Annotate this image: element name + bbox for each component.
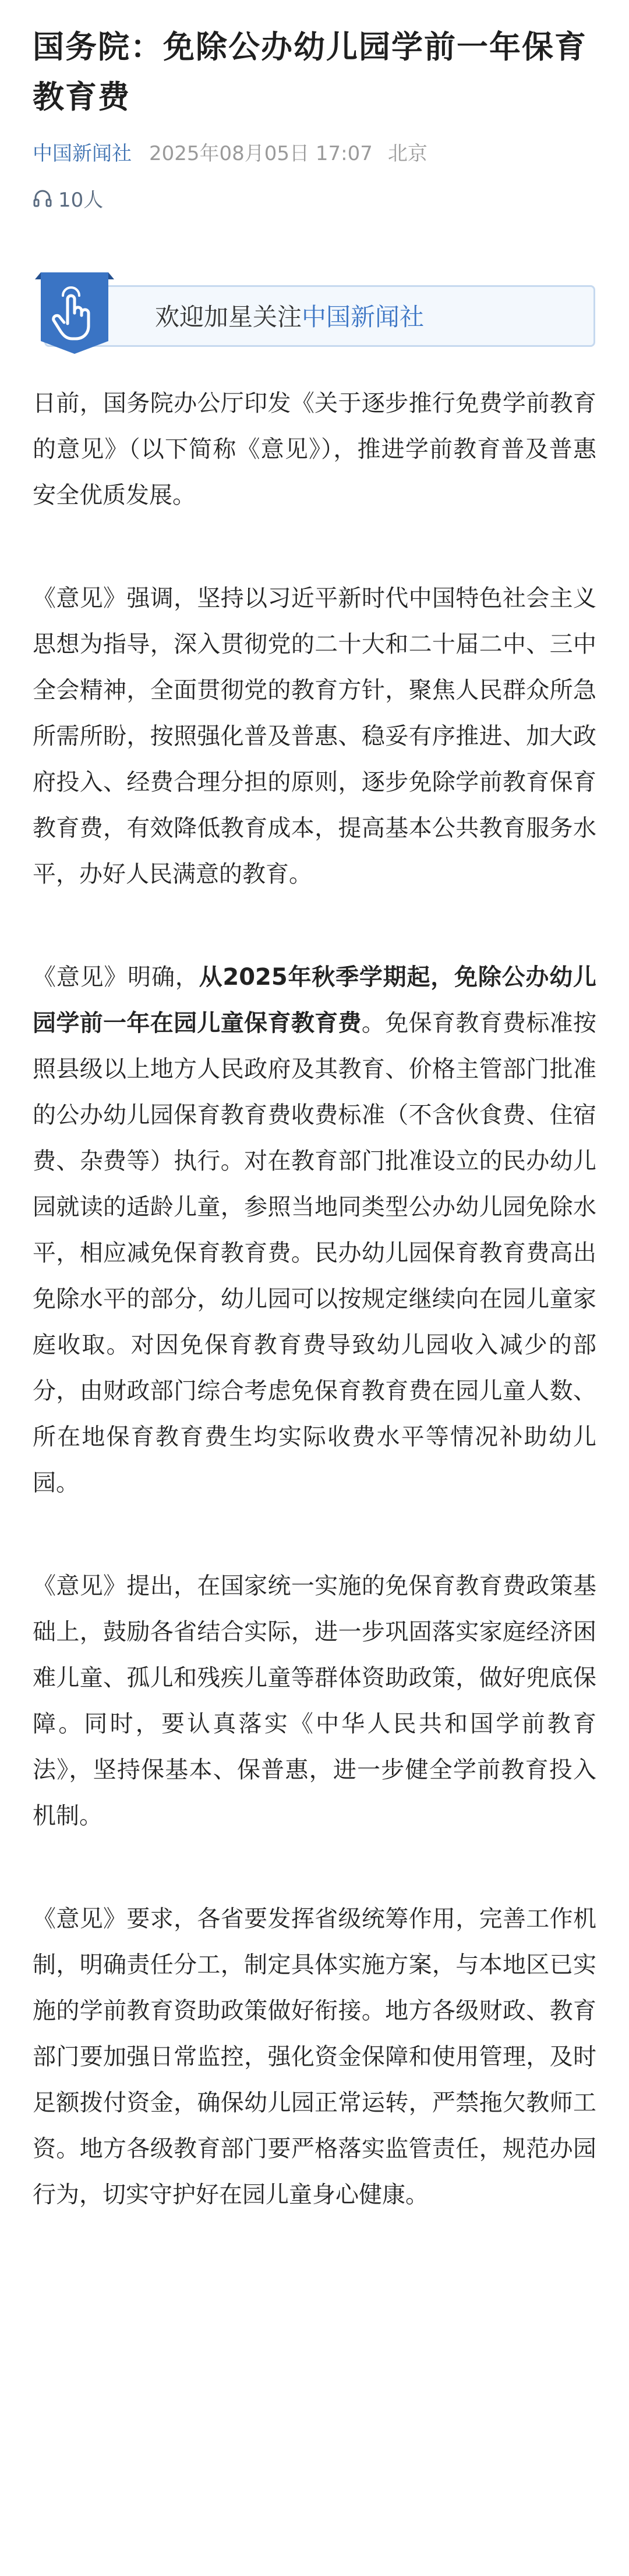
article-title: 国务院：免除公办幼儿园学前一年保育教育费 xyxy=(33,29,587,115)
paragraph-3-rest: 。免保育教育费标准按照县级以上地方人民政府及其教育、价格主管部门批准的公办幼儿园保育教育费收费标准（不含伙食费、住宿费、杂费等）执行。对在教育部门批准设立的民办幼儿园就读的适龄儿童，参照当地同类型公办幼儿园免除水平，相应减免保育教育费。民办幼儿园保育教育费高出免除水平的部分，幼儿园可以按规定继续向在园儿童家庭收取。对因免保育教育费导致幼儿园收入减少的部分，由财政部门综合考虑免保育教育费在园儿童人数、所在地保育教育费生均实际收费水平等情况补助幼儿园。 xyxy=(33,1010,597,1496)
paragraph-5: 《意见》要求，各省要发挥省级统筹作用，完善工作机制，明确责任分工，制定具体实施方案，与本地区已实施的学前教育资助政策做好衔接。地方各级财政、教育部门要加强日常监控，强化资金保障和使用管理，及时足额拨付资金，确保幼儿园正常运转，严禁拖欠教师工资。地方各级教育部门要严格落实监管责任，规范办园行为，切实守护好在园儿童身心健康。 xyxy=(33,1906,596,2208)
paragraph-2: 《意见》强调，坚持以习近平新时代中国特色社会主义思想为指导，深入贯彻党的二十大和二十届二中、三中全会精神，全面贯彻党的教育方针，聚焦人民群众所急所需所盼，按照强化普及普惠、稳妥有序推进、加大政府投入、经费合理分担的原则，逐步免除学前教育保育教育费，有效降低教育成本，提高基本公共教育服务水平，办好人民满意的教育。 xyxy=(33,585,596,888)
paragraph-3-lead: 《意见》明确， xyxy=(33,964,199,991)
paragraph-3 xyxy=(33,955,596,1506)
paragraph-3-highlight: 从2025年秋季学期起，免除公办幼儿园学前一年在园儿童保育教育费 xyxy=(33,964,597,1037)
publish-date: 2025年08月05日 17:07 xyxy=(149,141,373,165)
headphones-icon xyxy=(33,188,52,208)
article-body xyxy=(33,381,596,2275)
source-link[interactable]: 中国新闻社 xyxy=(33,141,132,165)
paragraph-4: 《意见》提出，在国家统一实施的免保育教育费政策基础上，鼓励各省结合实际，进一步巩固落实家庭经济困难儿童、孤儿和残疾儿童等群体资助政策，做好兜底保障。同时，要认真落实《中华人民共和国学前教育法》，坚持保基本、保普惠，进一步健全学前教育投入机制。 xyxy=(33,1573,596,1829)
follow-banner-text xyxy=(155,293,424,341)
follow-brand: 中国新闻社 xyxy=(302,303,425,331)
tap-hand-icon xyxy=(33,272,116,354)
listener-count-text: 10人 xyxy=(58,188,104,212)
listen-count[interactable] xyxy=(33,182,103,214)
follow-prefix: 欢迎加星关注 xyxy=(155,303,302,331)
paragraph-1: 日前，国务院办公厅印发《关于逐步推行免费学前教育的意见》（以下简称《意见》），推进学前教育普及普惠安全优质发展。 xyxy=(33,390,596,509)
follow-banner[interactable] xyxy=(33,272,596,354)
publish-location: 北京 xyxy=(387,141,427,165)
article-meta xyxy=(33,135,427,168)
